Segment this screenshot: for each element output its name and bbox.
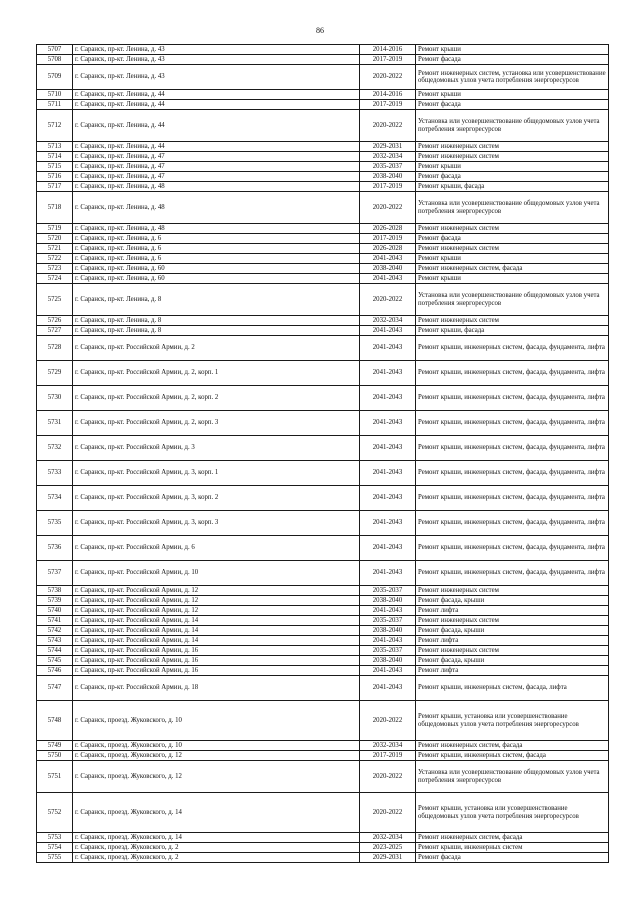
row-period: 2017-2019	[360, 234, 416, 244]
row-number: 5720	[37, 234, 73, 244]
table-row	[37, 436, 609, 461]
table-row	[37, 152, 609, 162]
row-number: 5734	[37, 486, 73, 511]
row-address: г. Саранск, пр-кт. Ленина, д. 43	[73, 45, 360, 55]
row-number: 5727	[37, 326, 73, 336]
row-number: 5754	[37, 843, 73, 853]
table-row	[37, 234, 609, 244]
row-period: 2041-2043	[360, 486, 416, 511]
row-number: 5719	[37, 224, 73, 234]
row-address: г. Саранск, пр-кт. Российской Армии, д. 10	[73, 561, 360, 586]
row-number: 5729	[37, 361, 73, 386]
table-row	[37, 361, 609, 386]
row-address: г. Саранск, проезд. Жуковского, д. 14	[73, 793, 360, 833]
row-number: 5707	[37, 45, 73, 55]
row-address: г. Саранск, пр-кт. Российской Армии, д. 3, корп. 2	[73, 486, 360, 511]
row-address: г. Саранск, пр-кт. Ленина, д. 47	[73, 152, 360, 162]
row-address: г. Саранск, пр-кт. Ленина, д. 8	[73, 326, 360, 336]
row-period: 2041-2043	[360, 511, 416, 536]
row-number: 5722	[37, 254, 73, 264]
row-work-type: Ремонт крыши, инженерных систем, фасада, фундамента, лифта	[416, 561, 609, 586]
row-address: г. Саранск, пр-кт. Ленина, д. 8	[73, 316, 360, 326]
page-number: 86	[316, 26, 324, 35]
table-row	[37, 244, 609, 254]
row-period: 2041-2043	[360, 436, 416, 461]
row-number: 5755	[37, 853, 73, 863]
row-number: 5748	[37, 701, 73, 741]
table-row	[37, 182, 609, 192]
row-period: 2020-2022	[360, 110, 416, 142]
row-work-type: Ремонт лифта	[416, 606, 609, 616]
table-row	[37, 100, 609, 110]
row-address: г. Саранск, пр-кт. Ленина, д. 44	[73, 90, 360, 100]
repair-schedule-table	[36, 44, 609, 863]
row-work-type: Ремонт фасада, крыши	[416, 596, 609, 606]
row-period: 2041-2043	[360, 336, 416, 361]
row-address: г. Саранск, проезд. Жуковского, д. 12	[73, 761, 360, 793]
row-number: 5716	[37, 172, 73, 182]
row-work-type: Ремонт инженерных систем	[416, 142, 609, 152]
table-row	[37, 65, 609, 90]
row-address: г. Саранск, проезд. Жуковского, д. 2	[73, 843, 360, 853]
row-address: г. Саранск, пр-кт. Ленина, д. 44	[73, 110, 360, 142]
row-period: 2041-2043	[360, 606, 416, 616]
row-period: 2020-2022	[360, 65, 416, 90]
row-address: г. Саранск, проезд. Жуковского, д. 12	[73, 751, 360, 761]
row-period: 2041-2043	[360, 536, 416, 561]
row-number: 5718	[37, 192, 73, 224]
row-address: г. Саранск, пр-кт. Российской Армии, д. 3, корп. 1	[73, 461, 360, 486]
row-address: г. Саранск, пр-кт. Российской Армии, д. 16	[73, 646, 360, 656]
row-work-type: Ремонт инженерных систем	[416, 316, 609, 326]
row-work-type: Ремонт крыши, инженерных систем, фасада, лифта	[416, 676, 609, 701]
table-row	[37, 336, 609, 361]
row-work-type: Ремонт крыши	[416, 162, 609, 172]
row-number: 5746	[37, 666, 73, 676]
row-period: 2041-2043	[360, 361, 416, 386]
row-address: г. Саранск, пр-кт. Ленина, д. 43	[73, 55, 360, 65]
table-row	[37, 55, 609, 65]
row-address: г. Саранск, пр-кт. Ленина, д. 44	[73, 142, 360, 152]
row-number: 5717	[37, 182, 73, 192]
table-row	[37, 461, 609, 486]
row-work-type: Ремонт фасада, крыши	[416, 656, 609, 666]
table-row	[37, 316, 609, 326]
row-work-type: Ремонт инженерных систем	[416, 586, 609, 596]
row-address: г. Саранск, пр-кт. Российской Армии, д. 3	[73, 436, 360, 461]
row-work-type: Ремонт крыши	[416, 254, 609, 264]
row-period: 2017-2019	[360, 751, 416, 761]
table-row	[37, 701, 609, 741]
row-address: г. Саранск, проезд. Жуковского, д. 14	[73, 833, 360, 843]
row-address: г. Саранск, пр-кт. Ленина, д. 6	[73, 254, 360, 264]
row-number: 5725	[37, 284, 73, 316]
row-work-type: Установка или усовершенствование общедомовых узлов учета потребления энергоресурсов	[416, 284, 609, 316]
table-row	[37, 264, 609, 274]
table-row	[37, 90, 609, 100]
row-number: 5752	[37, 793, 73, 833]
row-number: 5745	[37, 656, 73, 666]
row-number: 5721	[37, 244, 73, 254]
row-address: г. Саранск, пр-кт. Российской Армии, д. 16	[73, 656, 360, 666]
row-address: г. Саранск, пр-кт. Российской Армии, д. 18	[73, 676, 360, 701]
table-row	[37, 192, 609, 224]
row-work-type: Ремонт крыши, инженерных систем, фасада, фундамента, лифта	[416, 511, 609, 536]
row-number: 5736	[37, 536, 73, 561]
row-work-type: Ремонт крыши, установка или усовершенствование общедомовых узлов учета потребления энергоресурсов	[416, 701, 609, 741]
row-address: г. Саранск, пр-кт. Ленина, д. 8	[73, 284, 360, 316]
row-address: г. Саранск, пр-кт. Российской Армии, д. 12	[73, 596, 360, 606]
row-period: 2035-2037	[360, 646, 416, 656]
row-period: 2026-2028	[360, 224, 416, 234]
table-row	[37, 751, 609, 761]
row-period: 2017-2019	[360, 55, 416, 65]
row-work-type: Ремонт инженерных систем, установка или усовершенствование общедомовых узлов учета потребления энергоресурсов	[416, 65, 609, 90]
row-work-type: Ремонт крыши, инженерных систем, фасада, фундамента, лифта	[416, 361, 609, 386]
row-period: 2029-2031	[360, 142, 416, 152]
row-period: 2032-2034	[360, 152, 416, 162]
table-row	[37, 741, 609, 751]
row-period: 2035-2037	[360, 162, 416, 172]
table-row	[37, 386, 609, 411]
row-address: г. Саранск, пр-кт. Российской Армии, д. 2, корп. 2	[73, 386, 360, 411]
row-work-type: Ремонт инженерных систем	[416, 152, 609, 162]
row-work-type: Ремонт инженерных систем	[416, 646, 609, 656]
row-address: г. Саранск, пр-кт. Российской Армии, д. 12	[73, 586, 360, 596]
row-period: 2038-2040	[360, 596, 416, 606]
row-period: 2041-2043	[360, 636, 416, 646]
row-period: 2041-2043	[360, 274, 416, 284]
row-number: 5731	[37, 411, 73, 436]
table-row	[37, 110, 609, 142]
row-number: 5744	[37, 646, 73, 656]
row-number: 5712	[37, 110, 73, 142]
row-number: 5741	[37, 616, 73, 626]
row-address: г. Саранск, пр-кт. Ленина, д. 6	[73, 234, 360, 244]
table-row	[37, 274, 609, 284]
row-number: 5708	[37, 55, 73, 65]
row-number: 5730	[37, 386, 73, 411]
row-period: 2038-2040	[360, 264, 416, 274]
row-number: 5710	[37, 90, 73, 100]
row-work-type: Ремонт крыши, инженерных систем, фасада, фундамента, лифта	[416, 486, 609, 511]
row-work-type: Ремонт лифта	[416, 636, 609, 646]
row-work-type: Ремонт фасада	[416, 853, 609, 863]
row-number: 5740	[37, 606, 73, 616]
row-number: 5723	[37, 264, 73, 274]
row-work-type: Ремонт фасада, крыши	[416, 626, 609, 636]
table-row	[37, 561, 609, 586]
row-period: 2023-2025	[360, 843, 416, 853]
table-row	[37, 142, 609, 152]
row-period: 2026-2028	[360, 244, 416, 254]
table-row	[37, 45, 609, 55]
row-address: г. Саранск, пр-кт. Ленина, д. 43	[73, 65, 360, 90]
row-number: 5735	[37, 511, 73, 536]
row-number: 5728	[37, 336, 73, 361]
row-work-type: Ремонт крыши, инженерных систем, фасада, фундамента, лифта	[416, 536, 609, 561]
row-period: 2032-2034	[360, 316, 416, 326]
row-address: г. Саранск, пр-кт. Ленина, д. 47	[73, 162, 360, 172]
row-address: г. Саранск, пр-кт. Российской Армии, д. 12	[73, 606, 360, 616]
row-number: 5739	[37, 596, 73, 606]
row-period: 2014-2016	[360, 45, 416, 55]
row-work-type: Ремонт инженерных систем	[416, 224, 609, 234]
row-address: г. Саранск, проезд. Жуковского, д. 10	[73, 741, 360, 751]
row-period: 2032-2034	[360, 833, 416, 843]
table-row	[37, 606, 609, 616]
row-address: г. Саранск, пр-кт. Ленина, д. 60	[73, 274, 360, 284]
row-number: 5742	[37, 626, 73, 636]
row-period: 2032-2034	[360, 741, 416, 751]
row-work-type: Ремонт крыши, инженерных систем, фасада, фундамента, лифта	[416, 461, 609, 486]
row-number: 5713	[37, 142, 73, 152]
table-row	[37, 586, 609, 596]
row-work-type: Ремонт инженерных систем, фасада	[416, 741, 609, 751]
table-row	[37, 626, 609, 636]
row-period: 2029-2031	[360, 853, 416, 863]
row-work-type: Ремонт крыши, инженерных систем, фасада, фундамента, лифта	[416, 436, 609, 461]
row-number: 5750	[37, 751, 73, 761]
row-number: 5715	[37, 162, 73, 172]
row-address: г. Саранск, пр-кт. Ленина, д. 60	[73, 264, 360, 274]
row-work-type: Ремонт крыши	[416, 274, 609, 284]
table-row	[37, 254, 609, 264]
row-work-type: Ремонт инженерных систем	[416, 244, 609, 254]
table-row	[37, 326, 609, 336]
row-work-type: Ремонт крыши, инженерных систем, фасада, фундамента, лифта	[416, 411, 609, 436]
table-row	[37, 536, 609, 561]
row-period: 2017-2019	[360, 182, 416, 192]
row-work-type: Ремонт крыши, установка или усовершенствование общедомовых узлов учета потребления энергоресурсов	[416, 793, 609, 833]
row-address: г. Саранск, пр-кт. Российской Армии, д. 2, корп. 3	[73, 411, 360, 436]
row-period: 2041-2043	[360, 561, 416, 586]
row-work-type: Ремонт фасада	[416, 100, 609, 110]
row-address: г. Саранск, пр-кт. Российской Армии, д. 14	[73, 636, 360, 646]
row-work-type: Ремонт лифта	[416, 666, 609, 676]
row-period: 2038-2040	[360, 626, 416, 636]
row-period: 2020-2022	[360, 761, 416, 793]
row-period: 2020-2022	[360, 192, 416, 224]
row-period: 2017-2019	[360, 100, 416, 110]
table-row	[37, 511, 609, 536]
row-address: г. Саранск, пр-кт. Ленина, д. 44	[73, 100, 360, 110]
row-number: 5733	[37, 461, 73, 486]
row-period: 2041-2043	[360, 254, 416, 264]
row-number: 5709	[37, 65, 73, 90]
row-work-type: Установка или усовершенствование общедомовых узлов учета потребления энергоресурсов	[416, 110, 609, 142]
row-period: 2041-2043	[360, 666, 416, 676]
table-row	[37, 853, 609, 863]
row-work-type: Ремонт инженерных систем, фасада	[416, 264, 609, 274]
row-work-type: Ремонт крыши	[416, 45, 609, 55]
row-address: г. Саранск, проезд. Жуковского, д. 10	[73, 701, 360, 741]
table-row	[37, 284, 609, 316]
table-row	[37, 616, 609, 626]
row-period: 2035-2037	[360, 586, 416, 596]
table-row	[37, 793, 609, 833]
row-address: г. Саранск, пр-кт. Ленина, д. 48	[73, 192, 360, 224]
row-work-type: Ремонт инженерных систем, фасада	[416, 833, 609, 843]
row-period: 2041-2043	[360, 461, 416, 486]
row-work-type: Ремонт крыши, инженерных систем	[416, 843, 609, 853]
row-address: г. Саранск, пр-кт. Ленина, д. 48	[73, 224, 360, 234]
row-period: 2020-2022	[360, 701, 416, 741]
row-period: 2035-2037	[360, 616, 416, 626]
row-number: 5732	[37, 436, 73, 461]
table-row	[37, 636, 609, 646]
table-row	[37, 656, 609, 666]
row-period: 2020-2022	[360, 284, 416, 316]
table-row	[37, 411, 609, 436]
row-period: 2038-2040	[360, 172, 416, 182]
table-row	[37, 596, 609, 606]
row-work-type: Ремонт крыши, фасада	[416, 182, 609, 192]
row-period: 2041-2043	[360, 411, 416, 436]
row-work-type: Ремонт крыши, инженерных систем, фасада, фундамента, лифта	[416, 386, 609, 411]
row-period: 2041-2043	[360, 676, 416, 701]
row-address: г. Саранск, пр-кт. Российской Армии, д. 2	[73, 336, 360, 361]
row-address: г. Саранск, пр-кт. Ленина, д. 48	[73, 182, 360, 192]
row-number: 5738	[37, 586, 73, 596]
row-address: г. Саранск, пр-кт. Ленина, д. 6	[73, 244, 360, 254]
row-number: 5749	[37, 741, 73, 751]
row-address: г. Саранск, пр-кт. Российской Армии, д. 3, корп. 3	[73, 511, 360, 536]
row-address: г. Саранск, пр-кт. Российской Армии, д. 6	[73, 536, 360, 561]
row-work-type: Ремонт крыши	[416, 90, 609, 100]
row-number: 5737	[37, 561, 73, 586]
row-address: г. Саранск, пр-кт. Ленина, д. 47	[73, 172, 360, 182]
row-work-type: Установка или усовершенствование общедомовых узлов учета потребления энергоресурсов	[416, 192, 609, 224]
row-address: г. Саранск, пр-кт. Российской Армии, д. 14	[73, 616, 360, 626]
table-row	[37, 162, 609, 172]
row-work-type: Ремонт фасада	[416, 172, 609, 182]
table-row	[37, 676, 609, 701]
row-address: г. Саранск, пр-кт. Российской Армии, д. 14	[73, 626, 360, 636]
row-period: 2014-2016	[360, 90, 416, 100]
row-address: г. Саранск, пр-кт. Российской Армии, д. 16	[73, 666, 360, 676]
row-period: 2041-2043	[360, 386, 416, 411]
table-row	[37, 486, 609, 511]
table-row	[37, 224, 609, 234]
row-period: 2041-2043	[360, 326, 416, 336]
row-work-type: Ремонт крыши, инженерных систем, фасада, фундамента, лифта	[416, 336, 609, 361]
row-number: 5753	[37, 833, 73, 843]
row-number: 5743	[37, 636, 73, 646]
table-row	[37, 761, 609, 793]
row-work-type: Ремонт фасада	[416, 55, 609, 65]
table-row	[37, 646, 609, 656]
row-work-type: Ремонт крыши, инженерных систем, фасада	[416, 751, 609, 761]
table-row	[37, 843, 609, 853]
row-work-type: Ремонт крыши, фасада	[416, 326, 609, 336]
row-number: 5751	[37, 761, 73, 793]
row-period: 2038-2040	[360, 656, 416, 666]
table-row	[37, 666, 609, 676]
row-number: 5711	[37, 100, 73, 110]
table-row	[37, 172, 609, 182]
row-number: 5724	[37, 274, 73, 284]
row-period: 2020-2022	[360, 793, 416, 833]
row-work-type: Ремонт инженерных систем	[416, 616, 609, 626]
row-number: 5726	[37, 316, 73, 326]
table-row	[37, 833, 609, 843]
row-number: 5747	[37, 676, 73, 701]
row-address: г. Саранск, проезд. Жуковского, д. 2	[73, 853, 360, 863]
row-work-type: Ремонт фасада	[416, 234, 609, 244]
row-number: 5714	[37, 152, 73, 162]
row-work-type: Установка или усовершенствование общедомовых узлов учета потребления энергоресурсов	[416, 761, 609, 793]
row-address: г. Саранск, пр-кт. Российской Армии, д. 2, корп. 1	[73, 361, 360, 386]
